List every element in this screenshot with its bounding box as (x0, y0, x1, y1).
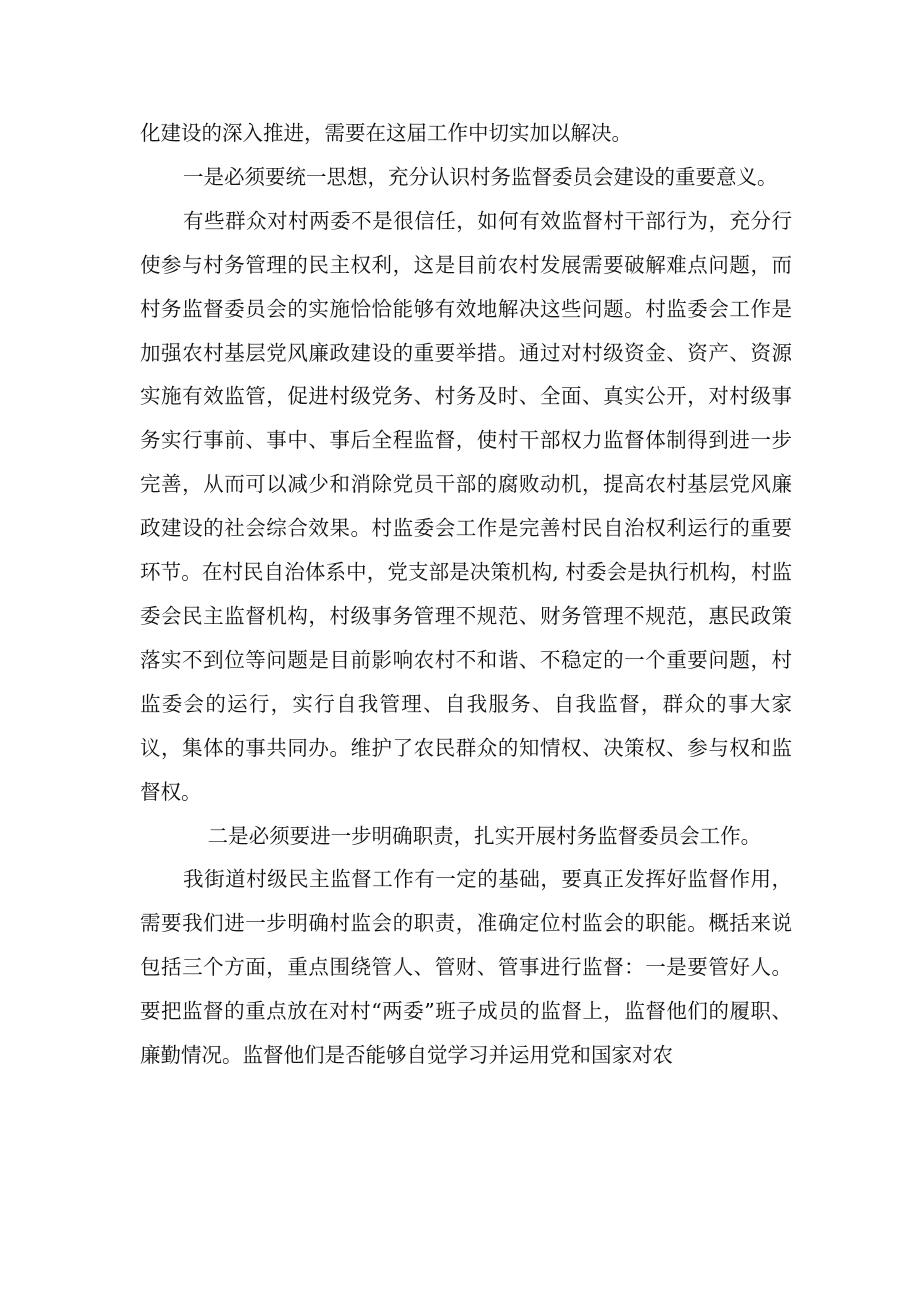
paragraph-supervision-significance: 有些群众对村两委不是很信任，如何有效监督村干部行为，充分行使参与村务管理的民主权利，这是目前农村发展需要破解难点问题，而村务监督委员会的实施恰恰能够有效地解决这些问题。村监委会工作是加强农村基层党风廉政建设的重要举措。通过对村级资金、资产、资源实施有效监管，促进村级党务、村务及时、全面、真实公开，对村级事务实行事前、事中、事后全程监督，使村干部权力监督体制得到进一步完善，从而可以减少和消除党员干部的腐败动机，提高农村基层党风廉政建设的社会综合效果。村监委会工作是完善村民自治权利运行的重要环节。在村民自治体系中，党支部是决策机构, 村委会是执行机构，村监委会民主监督机构，村级事务管理不规范、财务管理不规范，惠民政策落实不到位等问题是目前影响农村不和谐、不稳定的一个重要问题，村监委会的运行，实行自我管理、自我服务、自我监督，群众的事大家议，集体的事共同办。维护了农民群众的知情权、决策权、参与权和监督权。 (140, 208, 792, 804)
section-heading-one: 一是必须要统一思想，充分认识村务监督委员会建设的重要意义。 (183, 164, 778, 189)
section-heading-two: 二是必须要进一步明确职责，扎实开展村务监督委员会工作。 (207, 823, 762, 848)
paragraph-clarify-duties: 我街道村级民主监督工作有一定的基础，要真正发挥好监督作用，需要我们进一步明确村监会的职责，准确定位村监会的职能。概括来说包括三个方面，重点围绕管人、管财、管事进行监督：一是要管好人。要把监督的重点放在对村“两委”班子成员的监督上，监督他们的履职、廉勤情况。监督他们是否能够自觉学习并运用党和国家对农 (140, 867, 792, 1068)
document-body (140, 112, 792, 1078)
paragraph-continuation: 化建设的深入推进，需要在这届工作中切实加以解决。 (140, 121, 632, 145)
